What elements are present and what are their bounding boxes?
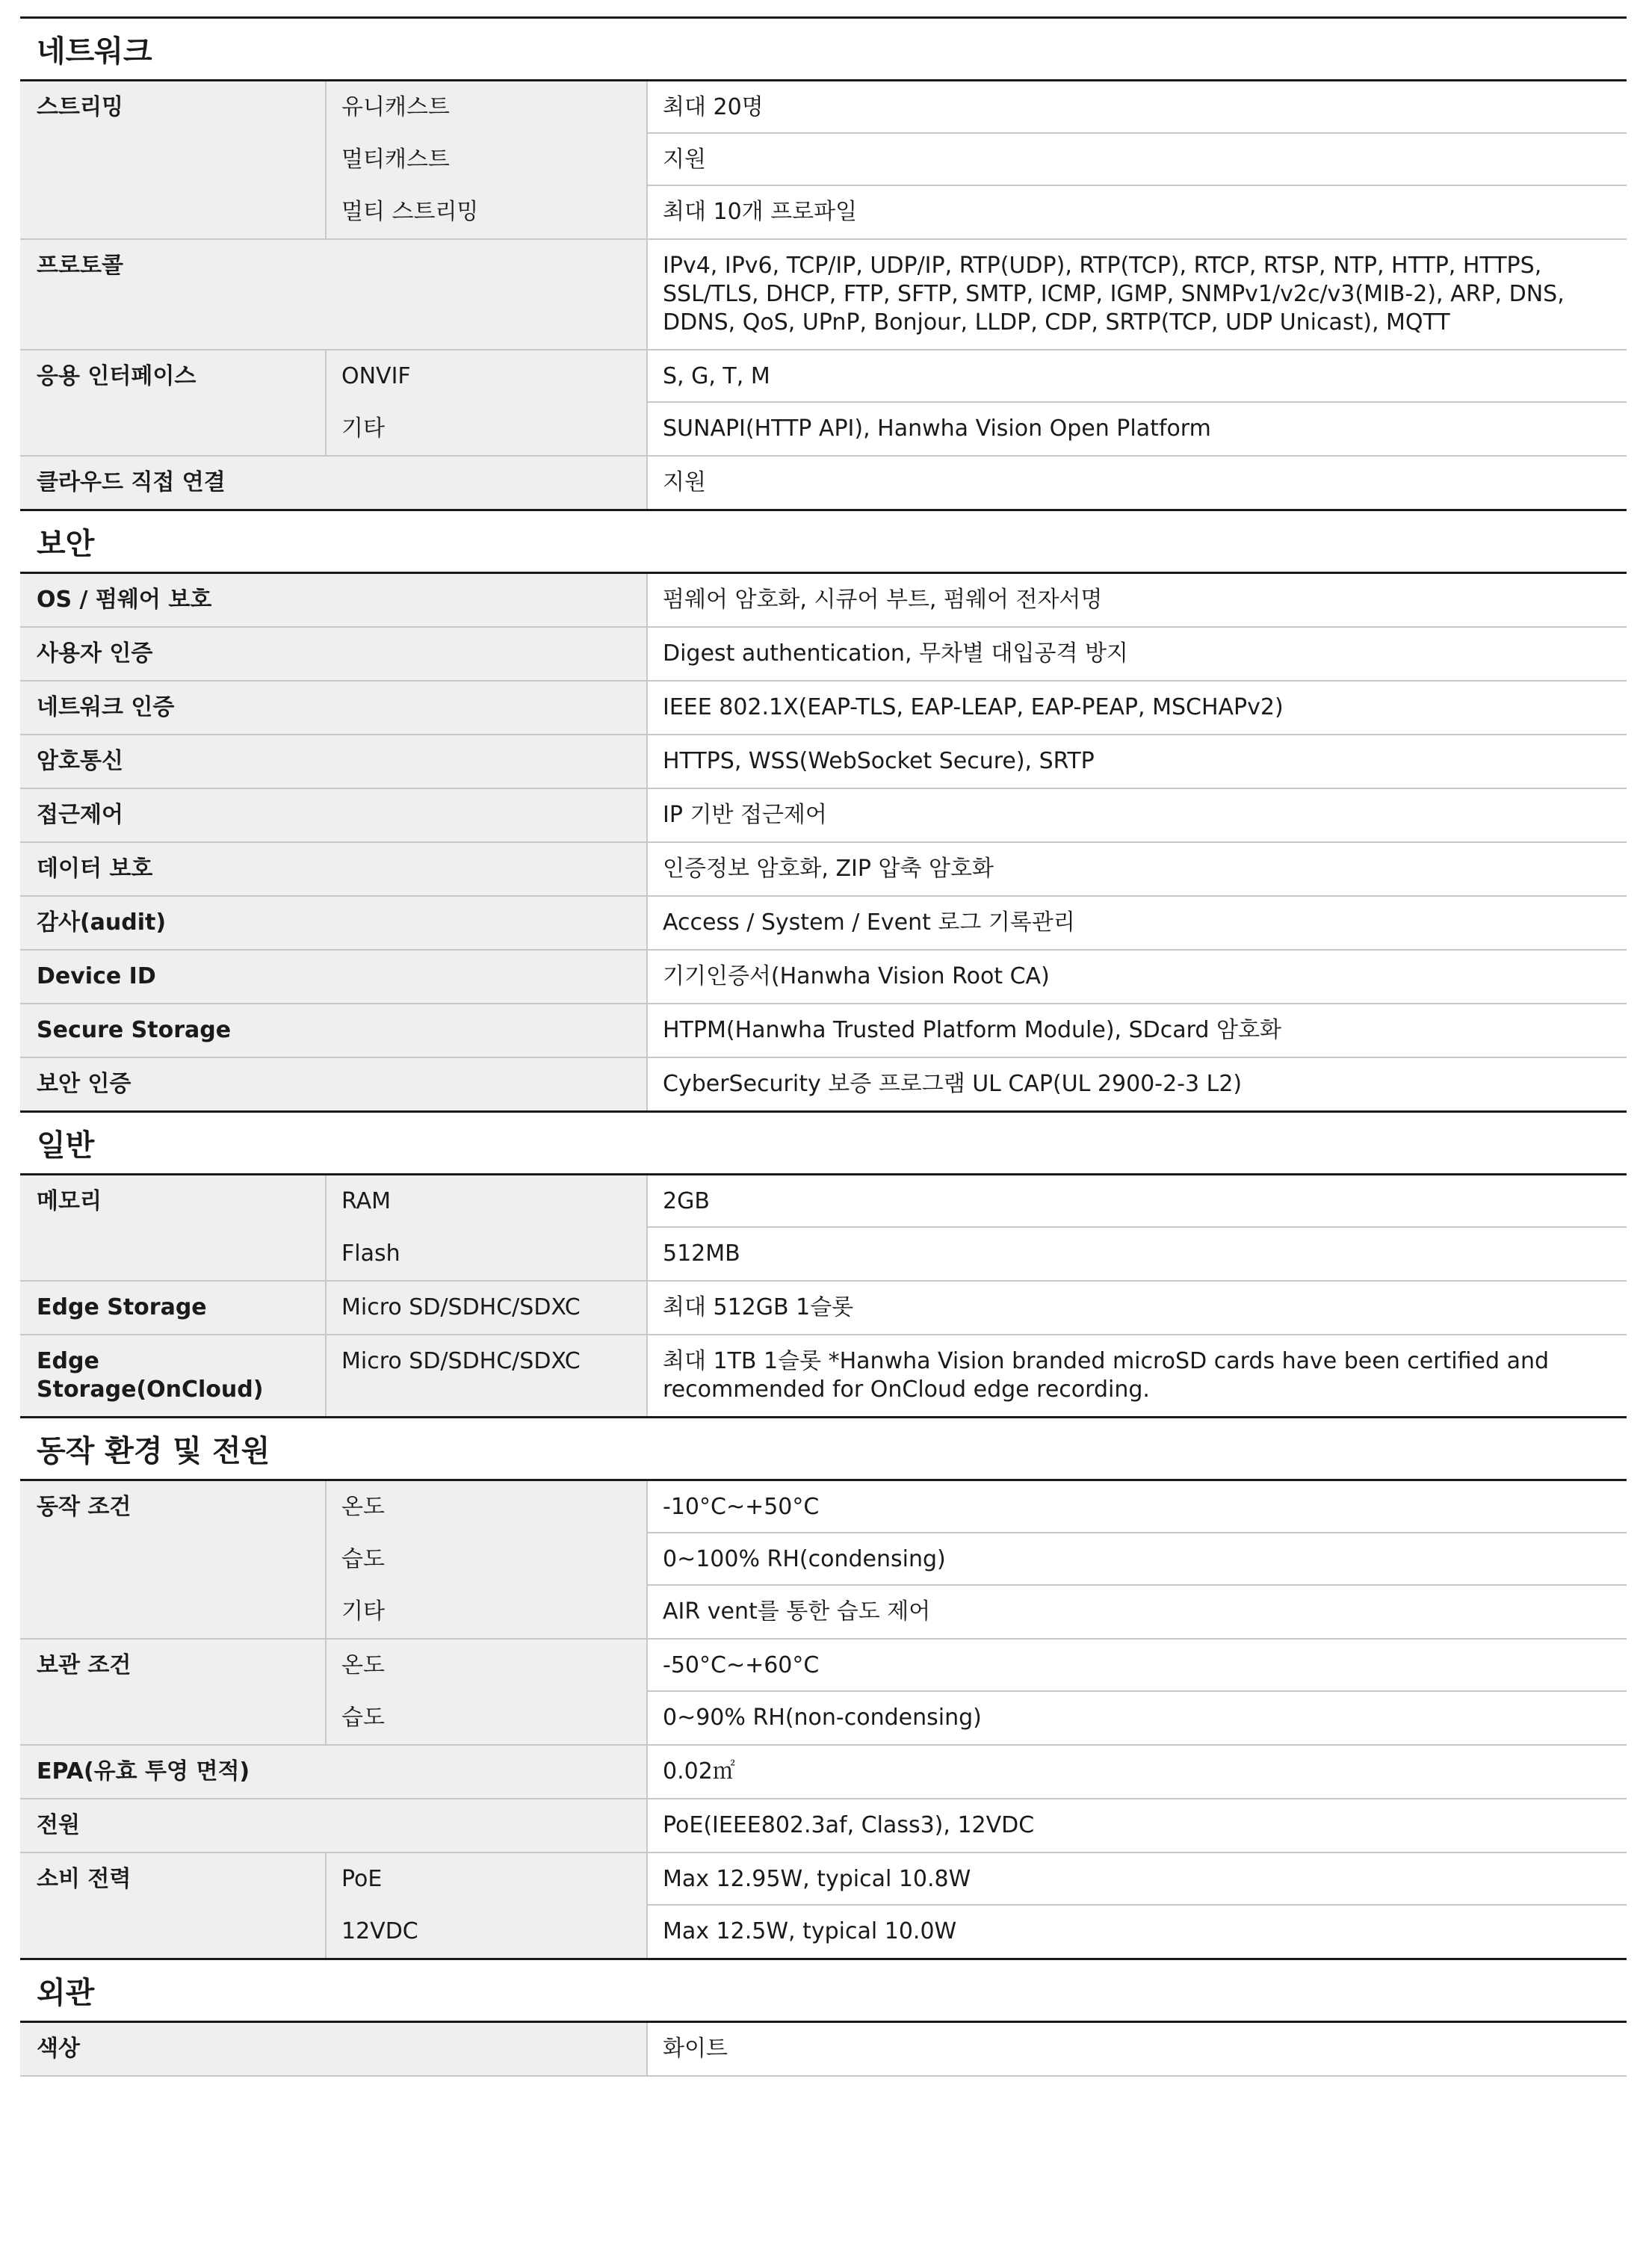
spec-value: PoE(IEEE802.3af, Class3), 12VDC	[663, 1812, 1035, 1838]
spec-row	[20, 1175, 1627, 1228]
spec-sublabel: 12VDC	[327, 1906, 648, 1958]
spec-label: Edge Storage	[20, 1282, 327, 1334]
spec-value: CyberSecurity 보증 프로그램 UL CAP(UL 2900-2-3 L2)	[663, 1071, 1243, 1097]
spec-value: 2GB	[663, 1188, 710, 1214]
spec-row	[20, 1481, 1627, 1533]
section-title: 보안	[20, 509, 1627, 574]
spec-label: 소비 전력	[20, 1853, 327, 1906]
spec-section	[20, 1110, 1627, 1416]
spec-row	[20, 628, 1627, 682]
spec-value: SUNAPI(HTTP API), Hanwha Vision Open Platform	[663, 415, 1211, 442]
spec-label: Secure Storage	[20, 1004, 648, 1057]
spec-sublabel: 온도	[327, 1481, 648, 1533]
spec-row	[20, 1586, 1627, 1640]
spec-sublabel: 기타	[327, 403, 648, 455]
spec-value: 최대 20명	[663, 94, 764, 120]
section-title: 외관	[20, 1958, 1627, 2023]
spec-value: AIR vent를 통한 습도 제어	[663, 1598, 931, 1625]
spec-value: IEEE 802.1X(EAP-TLS, EAP-LEAP, EAP-PEAP, MSCHAPv2)	[663, 694, 1284, 720]
spec-label: 전원	[20, 1799, 648, 1852]
spec-value: IP 기반 접근제어	[663, 802, 827, 828]
spec-value: Digest authentication, 무차별 대입공격 방지	[663, 640, 1128, 667]
spec-row	[20, 240, 1627, 350]
spec-label	[20, 1586, 327, 1638]
spec-label	[20, 1906, 327, 1958]
spec-value: 최대 1TB 1슬롯 *Hanwha Vision branded microSD cards have been certified and recommended for OnCloud edge recording.	[663, 1348, 1550, 1403]
spec-value: HTPM(Hanwha Trusted Platform Module), SDcard 암호화	[663, 1017, 1281, 1043]
spec-label: 데이터 보호	[20, 843, 648, 895]
spec-value: -50°C~+60°C	[663, 1652, 820, 1678]
spec-label	[20, 1692, 327, 1744]
spec-label: 감사(audit)	[20, 897, 648, 949]
spec-value: 최대 512GB 1슬롯	[663, 1294, 854, 1320]
spec-label: 프로토콜	[20, 240, 648, 349]
spec-label: 동작 조건	[20, 1481, 327, 1533]
spec-value: 최대 10개 프로파일	[663, 199, 858, 225]
spec-row	[20, 735, 1627, 789]
spec-sublabel: RAM	[327, 1175, 648, 1228]
spec-value: Max 12.5W, typical 10.0W	[663, 1918, 957, 1944]
spec-sublabel: 습도	[327, 1692, 648, 1744]
section-title: 일반	[20, 1110, 1627, 1175]
spec-sublabel: Flash	[327, 1228, 648, 1280]
table-bottom-rule	[20, 2075, 1627, 2077]
spec-row	[20, 134, 1627, 186]
spec-sublabel: Micro SD/SDHC/SDXC	[327, 1282, 648, 1334]
section-title: 네트워크	[20, 16, 1627, 81]
spec-sublabel: 기타	[327, 1586, 648, 1638]
spec-label: Device ID	[20, 951, 648, 1003]
spec-value: 펌웨어 암호화, 시큐어 부트, 펌웨어 전자서명	[663, 587, 1103, 613]
section-title: 동작 환경 및 전원	[20, 1416, 1627, 1481]
spec-value: S, G, T, M	[663, 363, 770, 389]
spec-value: 512MB	[663, 1240, 740, 1267]
spec-row	[20, 1228, 1627, 1282]
spec-row	[20, 403, 1627, 457]
spec-value: IPv4, IPv6, TCP/IP, UDP/IP, RTP(UDP), RTP(TCP), RTCP, RTSP, NTP, HTTP, HTTPS, SSL/TLS, DHCP, FTP, SFTP, SMTP, ICMP, IGMP, SNMPv1/v2c/v3(MIB-2), ARP, DNS, DDNS, QoS, UPnP, Bonjour, LLDP, CDP, SRTP(TCP, UDP Unicast), MQTT	[663, 253, 1565, 336]
spec-label: OS / 펌웨어 보호	[20, 574, 648, 626]
spec-label: 클라우드 직접 연결	[20, 457, 648, 509]
spec-label: 암호통신	[20, 735, 648, 788]
spec-value: 지원	[663, 469, 706, 495]
spec-sublabel: PoE	[327, 1853, 648, 1906]
spec-sublabel: Micro SD/SDHC/SDXC	[327, 1335, 648, 1416]
spec-row	[20, 1282, 1627, 1335]
spec-row	[20, 1692, 1627, 1746]
spec-row	[20, 1640, 1627, 1692]
spec-row	[20, 682, 1627, 735]
spec-value: 0.02㎡	[663, 1758, 735, 1785]
spec-value: 기기인증서(Hanwha Vision Root CA)	[663, 963, 1050, 989]
spec-value: -10°C~+50°C	[663, 1494, 820, 1520]
spec-row	[20, 350, 1627, 403]
spec-row	[20, 574, 1627, 628]
spec-row	[20, 1335, 1627, 1416]
spec-row	[20, 1799, 1627, 1853]
spec-row	[20, 81, 1627, 134]
spec-label: 보안 인증	[20, 1058, 648, 1110]
spec-row	[20, 1853, 1627, 1906]
spec-row	[20, 1004, 1627, 1058]
spec-value: 지원	[663, 146, 706, 173]
spec-value: HTTPS, WSS(WebSocket Secure), SRTP	[663, 748, 1095, 774]
spec-sublabel: ONVIF	[327, 350, 648, 403]
spec-row	[20, 457, 1627, 509]
spec-label	[20, 134, 327, 186]
spec-row	[20, 897, 1627, 951]
spec-section	[20, 1958, 1627, 2075]
spec-label: 스트리밍	[20, 81, 327, 134]
spec-label: 네트워크 인증	[20, 682, 648, 734]
spec-row	[20, 186, 1627, 240]
spec-label	[20, 186, 327, 238]
spec-value: 인증정보 암호화, ZIP 압축 암호화	[663, 856, 994, 882]
spec-label: 응용 인터페이스	[20, 350, 327, 403]
spec-label: EPA(유효 투영 면적)	[20, 1746, 648, 1798]
spec-section	[20, 16, 1627, 509]
spec-value: Max 12.95W, typical 10.8W	[663, 1866, 971, 1892]
spec-label	[20, 403, 327, 455]
spec-sublabel: 온도	[327, 1640, 648, 1692]
spec-value: 화이트	[663, 2036, 728, 2062]
spec-row	[20, 1746, 1627, 1799]
spec-value: 0~90% RH(non-condensing)	[663, 1705, 982, 1731]
spec-row	[20, 1058, 1627, 1110]
spec-label: 색상	[20, 2023, 648, 2075]
spec-row	[20, 2023, 1627, 2075]
spec-section	[20, 1416, 1627, 1958]
spec-row	[20, 1533, 1627, 1586]
spec-section	[20, 509, 1627, 1110]
spec-sublabel: 멀티캐스트	[327, 134, 648, 186]
spec-label	[20, 1533, 327, 1586]
spec-row	[20, 1906, 1627, 1958]
spec-row	[20, 951, 1627, 1004]
spec-sublabel: 유니캐스트	[327, 81, 648, 134]
spec-value: 0~100% RH(condensing)	[663, 1546, 946, 1572]
spec-label: 보관 조건	[20, 1640, 327, 1692]
spec-label: 접근제어	[20, 789, 648, 841]
spec-label	[20, 1228, 327, 1280]
spec-label: 사용자 인증	[20, 628, 648, 680]
spec-label: Edge Storage(OnCloud)	[20, 1335, 327, 1416]
spec-row	[20, 843, 1627, 897]
spec-sublabel: 습도	[327, 1533, 648, 1586]
spec-sublabel: 멀티 스트리밍	[327, 186, 648, 238]
spec-label: 메모리	[20, 1175, 327, 1228]
spec-sheet	[20, 16, 1627, 2077]
spec-row	[20, 789, 1627, 843]
spec-value: Access / System / Event 로그 기록관리	[663, 909, 1075, 936]
